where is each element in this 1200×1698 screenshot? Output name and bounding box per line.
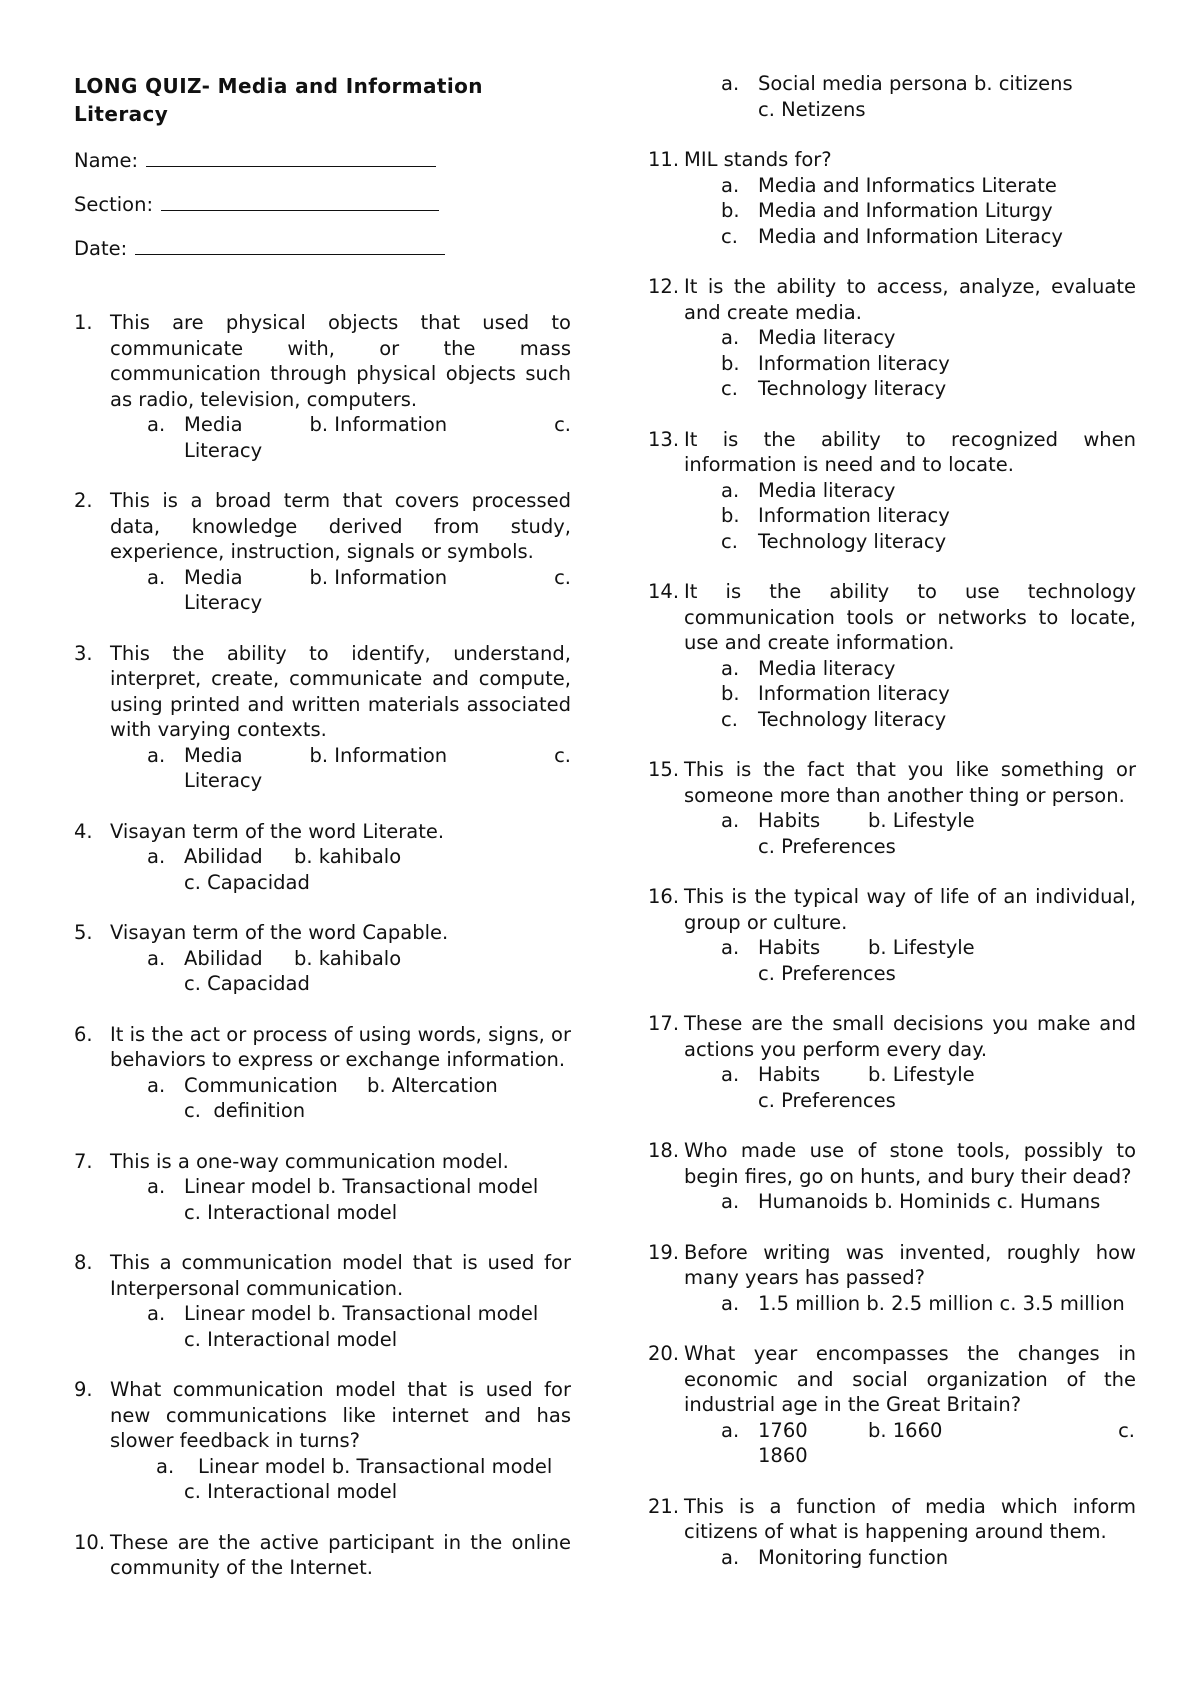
option-letter: b. [721, 199, 740, 222]
question-16 [648, 884, 1136, 986]
option-a[interactable]: Media [184, 565, 243, 589]
option-letter: a. [721, 326, 740, 349]
option-letter: a. [147, 1073, 166, 1097]
option-a[interactable]: Linear model b. Transactional model [184, 1302, 539, 1325]
question-number: 10. [74, 1530, 106, 1554]
option-a[interactable]: Media [184, 413, 243, 436]
question-15 [648, 757, 1136, 859]
question-9 [74, 1377, 571, 1505]
question-number: 7. [74, 1149, 93, 1173]
section-field [74, 192, 571, 222]
question-10 [74, 1530, 571, 1581]
option-c[interactable]: Media and Information Literacy [758, 224, 1063, 248]
question-6 [74, 1022, 571, 1124]
option-b[interactable]: b. Information [309, 565, 448, 589]
question-number: 16. [648, 885, 680, 908]
option-letter: c. [721, 707, 738, 731]
question-text: This the ability to identify, understand, interpret, create, communicate and compute, using printed and written materials associated with varying contexts. [110, 641, 571, 741]
options [721, 173, 1136, 250]
option-c[interactable]: c. Interactional model [184, 1480, 398, 1503]
option-a[interactable]: Abilidad [184, 845, 263, 868]
option-letter: a. [721, 72, 740, 95]
options [721, 1291, 1136, 1317]
option-a[interactable]: Monitoring function [758, 1545, 949, 1569]
option-letter: a. [147, 946, 166, 970]
options [147, 565, 571, 616]
option-c[interactable]: c. Preferences [758, 834, 896, 858]
option-c-letter[interactable]: c. [1118, 1418, 1135, 1442]
option-a[interactable]: Abilidad [184, 946, 263, 970]
question-20 [648, 1341, 1136, 1469]
option-c[interactable]: c. Capacidad [184, 972, 310, 995]
options [721, 1062, 1136, 1113]
question-18 [648, 1138, 1136, 1215]
question-text: This is a function of media which inform citizens of what is happening around them. [684, 1494, 1136, 1543]
option-c-letter[interactable]: c. [554, 743, 571, 767]
question-number: 9. [74, 1378, 93, 1401]
option-c[interactable]: Technology literacy [758, 377, 947, 400]
option-c[interactable]: Literacy [184, 591, 263, 614]
option-letter: a. [721, 936, 740, 959]
question-text: Who made use of stone tools, possibly to begin fires, go on hunts, and bury their dead? [684, 1139, 1136, 1188]
question-2 [74, 488, 571, 616]
name-label: Name: [74, 149, 139, 172]
question-number: 8. [74, 1251, 93, 1274]
option-a[interactable]: Humanoids b. Hominids c. Humans [758, 1190, 1101, 1213]
option-letter: a. [721, 1545, 740, 1569]
options [721, 1545, 1136, 1571]
options [721, 656, 1136, 733]
question-text: This is a one-way communication model. [110, 1149, 509, 1173]
option-b[interactable]: b. Lifestyle [868, 936, 975, 959]
option-letter: a. [147, 413, 166, 436]
question-text: This are physical objects that used to communicate with, or the mass communication through physical objects such as radio, television, computers. [110, 311, 571, 411]
question-13 [648, 427, 1136, 555]
option-letter: c. [721, 529, 738, 553]
option-a[interactable]: Habits [758, 1063, 821, 1086]
question-text: It is the ability to use technology communication tools or networks to locate, use and create information. [684, 580, 1136, 654]
option-letter: a. [147, 743, 166, 767]
options [147, 1073, 571, 1124]
question-1 [74, 310, 571, 463]
question-text: This is the fact that you like something or someone more than another thing or person. [684, 758, 1136, 807]
option-c[interactable]: Technology literacy [758, 529, 947, 553]
option-letter: b. [721, 351, 740, 375]
option-a[interactable]: Media and Informatics Literate [758, 173, 1057, 197]
option-letter: a. [147, 565, 166, 589]
option-c[interactable]: c. Netizens [758, 97, 866, 121]
question-number: 21. [648, 1494, 680, 1518]
question-12 [648, 274, 1136, 402]
option-a[interactable]: Media literacy [758, 656, 896, 680]
name-line[interactable] [146, 148, 436, 167]
section-label: Section: [74, 193, 154, 216]
date-line[interactable] [135, 236, 445, 255]
left-column [74, 0, 571, 1606]
option-letter: a. [156, 1454, 175, 1478]
options [721, 478, 1136, 555]
option-c-letter[interactable]: c. [554, 413, 571, 436]
options [721, 325, 1136, 402]
option-b[interactable]: b. Information [309, 743, 448, 767]
option-c-letter[interactable]: c. [554, 565, 571, 589]
option-letter: a. [721, 1291, 740, 1315]
option-b[interactable]: Media and Information Liturgy [758, 199, 1053, 222]
question-text: What year encompasses the changes in economic and social organization of the industrial age in the Great Britain? [684, 1342, 1136, 1416]
right-column [648, 0, 1136, 1595]
date-field [74, 236, 571, 266]
question-text: What communication model that is used for new communications like internet and has slower feedback in turns? [110, 1378, 571, 1452]
name-field [74, 148, 571, 178]
question-3 [74, 641, 571, 794]
question-number: 5. [74, 921, 93, 944]
question-number: 14. [648, 580, 680, 603]
date-label: Date: [74, 237, 128, 260]
question-text: This is the typical way of life of an individual, group or culture. [684, 885, 1136, 934]
options [147, 844, 571, 895]
option-letter: c. [721, 377, 738, 400]
option-a[interactable]: Media [184, 743, 243, 767]
option-a[interactable]: Linear model b. Transactional model [184, 1175, 539, 1198]
option-b[interactable]: b. Lifestyle [868, 1063, 975, 1086]
options [147, 412, 571, 463]
options [147, 743, 571, 794]
option-letter: a. [721, 1063, 740, 1086]
options [156, 1454, 571, 1505]
option-a[interactable]: Media literacy [758, 478, 896, 502]
question-number: 13. [648, 427, 680, 451]
option-b[interactable]: b. Information [309, 413, 448, 436]
option-b[interactable]: b. 1660 [868, 1418, 943, 1442]
option-letter: a. [721, 656, 740, 680]
question-number: 3. [74, 641, 93, 665]
question-17 [648, 1011, 1136, 1113]
option-c[interactable]: c. Interactional model [184, 1200, 398, 1224]
option-letter: b. [721, 682, 740, 705]
option-letter: a. [147, 1302, 166, 1325]
option-a[interactable]: Linear model b. Transactional model [198, 1454, 553, 1478]
option-a[interactable]: 1760 [758, 1418, 808, 1442]
option-a[interactable]: Habits [758, 809, 821, 832]
option-letter: a. [147, 1175, 166, 1198]
question-5 [74, 920, 571, 997]
options [721, 808, 1136, 859]
option-b[interactable]: Information literacy [758, 504, 950, 527]
option-a[interactable]: Habits [758, 936, 821, 959]
option-a[interactable]: Social media persona b. citizens [758, 72, 1073, 95]
question-19 [648, 1240, 1136, 1317]
option-b[interactable]: b. kahibalo [294, 845, 402, 868]
question-11 [648, 147, 1136, 249]
option-b[interactable]: b. Altercation [367, 1073, 498, 1097]
question-21 [648, 1494, 1136, 1571]
options [147, 1301, 571, 1352]
question-number: 12. [648, 275, 680, 298]
question-text: It is the act or process of using words, signs, or behaviors to express or exchange information. [110, 1022, 571, 1071]
options [147, 946, 571, 997]
option-c[interactable]: Literacy [184, 438, 263, 462]
question-number: 17. [648, 1012, 680, 1035]
question-number: 19. [648, 1240, 680, 1264]
question-text: Before writing was invented, roughly how many years has passed? [684, 1240, 1136, 1289]
option-letter: b. [721, 504, 740, 527]
option-b[interactable]: b. kahibalo [294, 946, 402, 970]
option-letter: c. [721, 224, 738, 248]
question-text: This a communication model that is used for Interpersonal communication. [110, 1251, 571, 1300]
option-c[interactable]: c. Preferences [758, 961, 896, 985]
option-a[interactable]: Communication [184, 1073, 338, 1097]
question-text: MIL stands for? [684, 148, 832, 171]
question-number: 18. [648, 1139, 680, 1162]
page-title: LONG QUIZ- Media and Information Literacy [74, 74, 483, 126]
question-text: Visayan term of the word Capable. [110, 921, 449, 944]
options [147, 1174, 571, 1225]
question-text: Visayan term of the word Literate. [110, 819, 445, 843]
question-text: These are the small decisions you make and actions you perform every day. [684, 1012, 1136, 1061]
option-c[interactable]: c. Capacidad [184, 870, 310, 894]
option-c[interactable]: Technology literacy [758, 707, 947, 731]
option-c[interactable]: c. definition [184, 1099, 306, 1122]
option-a[interactable]: Media literacy [758, 326, 896, 349]
option-b[interactable]: Information literacy [758, 351, 950, 375]
option-a[interactable]: 1.5 million b. 2.5 million c. 3.5 million [758, 1291, 1125, 1315]
option-c[interactable]: c. Preferences [758, 1088, 896, 1112]
question-number: 4. [74, 819, 93, 843]
question-text: These are the active participant in the online community of the Internet. [110, 1530, 571, 1579]
question-text: It is the ability to access, analyze, evaluate and create media. [684, 275, 1136, 324]
options [721, 1189, 1136, 1215]
question-14 [648, 579, 1136, 732]
question-number: 15. [648, 758, 680, 781]
options [721, 1418, 1136, 1469]
question-10-options [721, 71, 1136, 122]
question-text: This is a broad term that covers processed data, knowledge derived from study, experience, instruction, signals or symbols. [110, 489, 571, 563]
question-number: 1. [74, 311, 93, 334]
option-letter: a. [721, 478, 740, 502]
question-text: It is the ability to recognized when information is need and to locate. [684, 427, 1136, 476]
question-number: 2. [74, 489, 93, 512]
options [721, 935, 1136, 986]
option-c[interactable]: c. Interactional model [184, 1327, 398, 1351]
option-b[interactable]: Information literacy [758, 682, 950, 705]
question-number: 6. [74, 1022, 93, 1046]
option-letter: a. [721, 1418, 740, 1442]
option-c[interactable]: 1860 [758, 1444, 808, 1467]
question-8 [74, 1250, 571, 1352]
option-c[interactable]: Literacy [184, 769, 263, 792]
question-4 [74, 819, 571, 896]
option-b[interactable]: b. Lifestyle [868, 809, 975, 832]
option-letter: a. [721, 173, 740, 197]
question-number: 11. [648, 148, 680, 171]
section-line[interactable] [161, 192, 439, 211]
question-7 [74, 1149, 571, 1226]
option-letter: a. [721, 809, 740, 832]
option-letter: a. [147, 845, 166, 868]
option-letter: a. [721, 1190, 740, 1213]
question-number: 20. [648, 1342, 680, 1365]
